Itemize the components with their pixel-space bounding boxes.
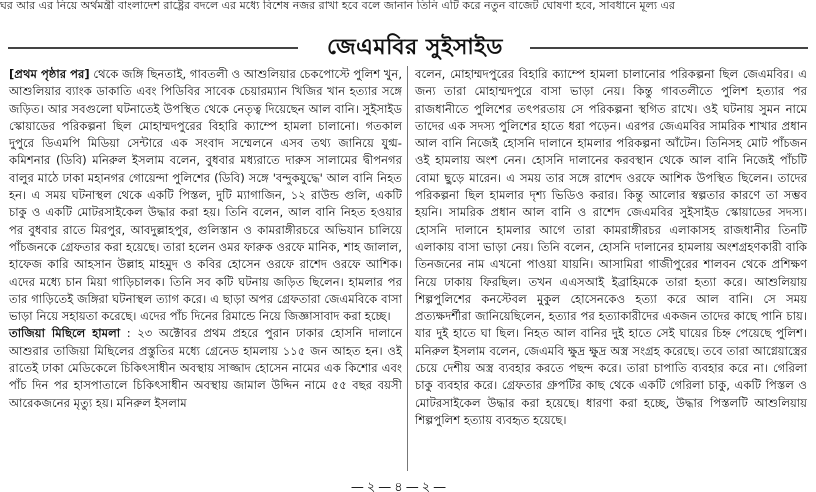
headline-rule-left bbox=[8, 47, 298, 49]
subsection-paragraph bbox=[9, 325, 402, 411]
left-paragraph bbox=[9, 66, 402, 325]
headline-rule-right bbox=[530, 47, 808, 49]
previous-article-line: ঘর আর এর নিয়ে অর্থমন্ত্রী বাংলাদেশ রাষ্ট্রের বদলে এর মধ্যে বিশেষ নজর রাখা হবে বলে জানান তিনি এটি করে নতুন বাজেট ঘোষণা হবে, সাবধানে মূল্য এর bbox=[0, 0, 675, 12]
subsection-heading: তাজিয়া মিছিলে হামলা bbox=[9, 326, 121, 341]
subsection-text: : ২৩ অক্টোবর প্রথম প্রহরে পুরান ঢাকার হোসনি দালানে আশুরার তাজিয়া মিছিলের প্রস্তুতির মধ্যে গ্রেনেড হামলায় ১১৫ জন আহত হন। ওই রাতেই ঢাকা মেডিকেলে চিকিৎসাধীন অবস্থায় সাজ্জাদ হোসেন নামের এক কিশোর এবং পাঁচ দিন পর হাসপাতালে চিকিৎসাধীন অবস্থায় জামাল উদ্দিন নামে ৫৫ বছর বয়সী আরেকজনের মৃত্যু হয়। মনিরুল ইসলাম bbox=[9, 326, 403, 410]
right-column bbox=[415, 66, 807, 429]
headline: জেএমবির সুইসাইড bbox=[327, 34, 503, 60]
page-footer-marker: —২—৪—২— bbox=[350, 480, 450, 492]
continuation-label: [প্রথম পৃষ্ঠার পর] bbox=[9, 67, 90, 81]
paragraph-text: থেকে জঙ্গি ছিনতাই, গাবতলী ও আশুলিয়ার চেকপোস্টে পুলিশ খুন, আশুলিয়ার ব্যাংক ডাকাতি এবং পিডিবির সাবেক চেয়ারম্যান খিজির খান হত্যার সঙ্গে জড়িত। আর সবগুলো ঘটনাতেই উপস্থিত থেকে নেতৃত্ব দিয়েছেন আল বানি। সুইসাইড স্কোয়াডের পরিকল্পনা ছিল মোহাম্মদপুরের বিহারি ক্যাম্পে হামলা চালানো। গতকাল দুপুরে ডিএমপি মিডিয়া সেন্টারে এক সংবাদ সম্মেলনে এসব তথ্য জানিয়ে যুগ্ম-কমিশনার (ডিবি) মনিরুল ইসলাম বলেন, বুধবার মধ্যরাতে দারুস সালামের দ্বীপনগর বালুর মাঠে ঢাকা মহানগর গোয়েন্দা পুলিশের (ডিবি) সঙ্গে 'বন্দুকযুদ্ধে' আল বানি নিহত হন। এ সময় ঘটনাস্থল থেকে একটি পিস্তল, দুটি ম্যাগাজিন, ১২ রাউন্ড গুলি, একটি চাকু ও একটি মোটরসাইকেল উদ্ধার করা হয়। তিনি বলেন, আল বানি নিহত হওয়ার পর বুধবার রাতে মিরপুর, আবদুল্লাহপুর, গুলিস্তান ও কামরাঙ্গীরচরে অভিযান চালিয়ে পাঁচজনকে গ্রেফতার করা হয়েছে। তারা হলেন ওমর ফারুক ওরফে মানিক, শাহ জালাল, হাফেজ কারি আহসান উল্লাহ মাহমুদ ও কবির হোসেন ওরফে রাশেদ ওরফে আশিক। এদের মধ্যে চান মিয়া গাড়িচালক। তিনি সব কটি ঘটনায় জড়িত ছিলেন। হামলার পর তার গাড়িতেই জঙ্গিরা ঘটনাস্থল ত্যাগ করে। এ ছাড়া অপর গ্রেফতারা জেএমবিকে বাসা ভাড়া নিয়ে সহায়তা করেছে। এদের পাঁচ দিনের রিমান্ডে নিয়ে জিজ্ঞাসাবাদ করা হচ্ছে। bbox=[9, 67, 403, 324]
right-paragraph: বলেন, মোহাম্মদপুরের বিহারি ক্যাম্পে হামলা চালানোর পরিকল্পনা ছিল জেএমবির। এ জন্য তারা মোহাম্মদপুরে বাসা ভাড়া নেয়। কিন্তু গাবতলীতে পুলিশ হত্যার পর রাজধানীতে পুলিশের তৎপরতায় সে পরিকল্পনা স্থগিত রাখে। ওই ঘটনায় সুমন নামে তাদের এক সদস্য পুলিশের হাতে ধরা পড়েন। এরপর জেএমবির সামরিক শাখার প্রধান আল বানি নিজেই হোসনি দালানে হামলার পরিকল্পনা আঁটেন। তিনিসহ মোট পাঁচজন ওই হামলায় অংশ নেন। হোসনি দালানের করবস্থান থেকে আল বানি নিজেই পাঁচটি বোমা ছুড়ে মারেন। এ সময় তার সঙ্গে রাশেদ ওরফে আশিক উপস্থিত ছিলেন। তাদের পরিকল্পনা ছিল হামলার দৃশ্য ভিডিও করার। কিন্তু আলোর স্বল্পতার কারণে তা সম্ভব হয়নি। সামরিক প্রধান আল বানি ও রাশেদ জেএমবির সুইসাইড স্কোয়াডের সদস্য। হোসনি দালানে হামলার আগে তারা কামরাঙ্গীরচর এলাকাসহ রাজধানীর তিনটি এলাকায় বাসা ভাড়া নেয়। তিনি বলেন, হোসনি দালানের হামলায় অংশগ্রহণকারী বাকি তিনজনের নাম এখনো পাওয়া যায়নি। আসামিরা গাজীপুরের শালবন থেকে প্রশিক্ষণ নিয়ে ঢাকায় ফিরছিল। তখন এএসআই ইব্রাহিমকে তারা হত্যা করে। আশুলিয়ায় শিল্পপুলিশের কনস্টেবল মুকুল হোসেনকেও হত্যা করে আল বানি। সে সময় প্রত্যক্ষদর্শীরা জানিয়েছিলেন, হত্যার পর হত্যাকারীদের একজন তাদের কাছে পানি চায়। যার দুই হাতে ঘা ছিল। নিহত আল বানির দুই হাতে সেই ঘায়ের চিহ্ন পেয়েছে পুলিশ। মনিরুল ইসলাম বলেন, জেএমবি ক্ষুদ্র ক্ষুদ্র অস্ত্র সংগ্রহ করেছে। তবে তারা আগ্নেয়াস্ত্রের চেয়ে দেশীয় অস্ত্র ব্যবহার করতে পছন্দ করে। তারা চাপাতি ব্যবহার করে না। গেরিলা চাকু ব্যবহার করে। গ্রেফতার গ্রুপটির কাছ থেকে একটি গেরিলা চাকু, একটি পিস্তল ও মোটরসাইকেল উদ্ধার করা হয়েছে। ধারণা করা হচ্ছে, উদ্ধার পিস্তলটি আশুলিয়ায় শিল্পপুলিশ হত্যায় ব্যবহৃত হয়েছে। bbox=[415, 67, 807, 427]
left-column bbox=[9, 66, 402, 412]
column-divider bbox=[407, 66, 408, 471]
headline-bar bbox=[0, 28, 816, 62]
